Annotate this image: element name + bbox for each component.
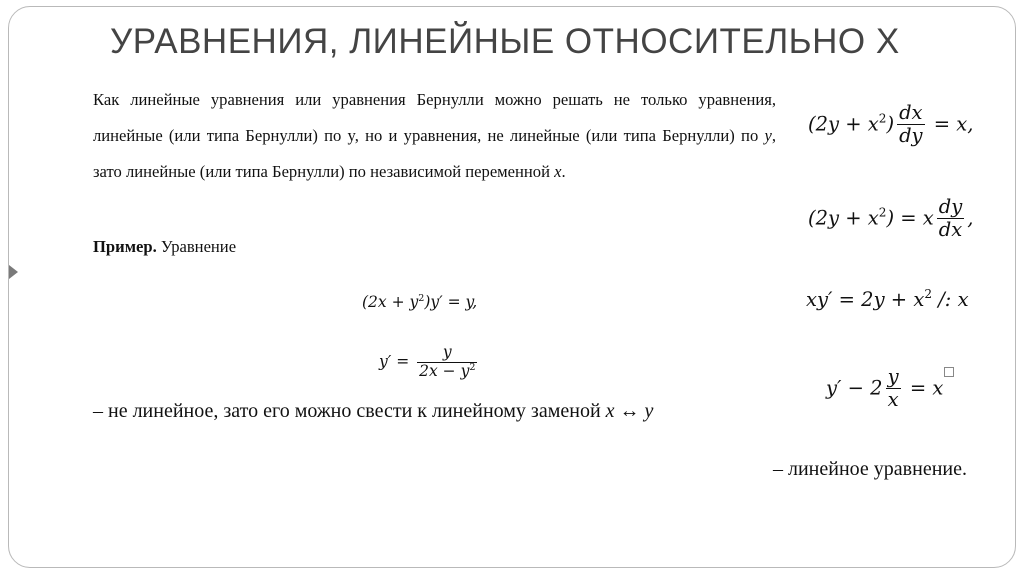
eq2-denominator-text: 2x − y <box>419 361 470 380</box>
paragraph-part-3: . <box>561 162 566 181</box>
r4-numerator: y <box>887 365 899 388</box>
r2-fraction <box>937 196 965 242</box>
paragraph-part-2: , зато линейные (или типа Бернулли) по независимой переменной <box>93 126 776 181</box>
eq2-den-exponent: 2 <box>469 361 476 373</box>
r2-denominator: dx <box>938 218 963 242</box>
slide-marker-icon <box>9 265 18 279</box>
eq2-numerator: y <box>417 344 477 363</box>
r2-lhs: (2y + x <box>808 206 879 230</box>
example-label: Пример. <box>93 237 157 256</box>
r4-denominator: x <box>887 388 899 412</box>
r2-mid: ) = x <box>886 206 934 230</box>
r1-numerator: dx <box>897 102 925 125</box>
r2-rhs: , <box>967 206 974 230</box>
r1-rhs: = x, <box>927 112 974 136</box>
conversion-swap: x ↔ y <box>605 400 654 422</box>
intro-paragraph <box>93 82 776 190</box>
eq2-denominator <box>417 363 477 381</box>
example-heading <box>93 233 236 261</box>
r1-lhs: (2y + x <box>808 112 879 136</box>
paragraph-var-x: x <box>554 162 562 181</box>
r3-rhs: /: x <box>932 288 969 311</box>
eq2-fraction <box>417 344 477 381</box>
conversion-text: – не линейное, зато его можно свести к линейному заменой <box>93 400 606 422</box>
r1-close: ) <box>886 112 895 136</box>
linear-equation-conclusion: – линейное уравнение. <box>773 458 967 480</box>
right-equation-3 <box>806 288 969 311</box>
right-equation-4 <box>826 366 954 412</box>
r3-lhs: xy′ = 2y + x <box>806 288 925 311</box>
eq1-rhs: )y′ = y, <box>424 293 478 311</box>
r4-fraction <box>886 366 901 412</box>
slide-title: УРАВНЕНИЯ, ЛИНЕЙНЫЕ ОТНОСИТЕЛЬНО X <box>110 22 900 61</box>
r4-lhs: y′ − 2 <box>826 376 883 400</box>
paragraph-var-y: y <box>764 126 772 145</box>
r4-rhs: = x <box>903 376 944 400</box>
eq1-lhs: (2x + y <box>362 293 419 311</box>
r1-exponent: 2 <box>878 111 887 126</box>
example-text: Уравнение <box>156 237 237 256</box>
conversion-note <box>93 400 653 423</box>
r1-denominator: dy <box>899 124 923 148</box>
placeholder-box-icon <box>944 367 954 377</box>
r2-exponent: 2 <box>878 205 887 220</box>
r3-exponent: 2 <box>924 287 933 302</box>
eq2-lhs: y′ = <box>379 352 415 371</box>
r1-fraction <box>897 102 925 148</box>
right-equation-1 <box>808 102 974 148</box>
equation-solved-for-derivative <box>379 344 480 381</box>
right-equation-2 <box>808 196 974 242</box>
eq1-exponent: 2 <box>418 292 425 304</box>
equation-original <box>362 293 477 311</box>
paragraph-part-1: Как линейные уравнения или уравнения Бернулли можно решать не только уравнения, линейные (или типа Бернулли) по y, но и уравнения, не линейные (или типа Бернулли) по <box>93 90 776 145</box>
r2-numerator: dy <box>938 195 963 218</box>
